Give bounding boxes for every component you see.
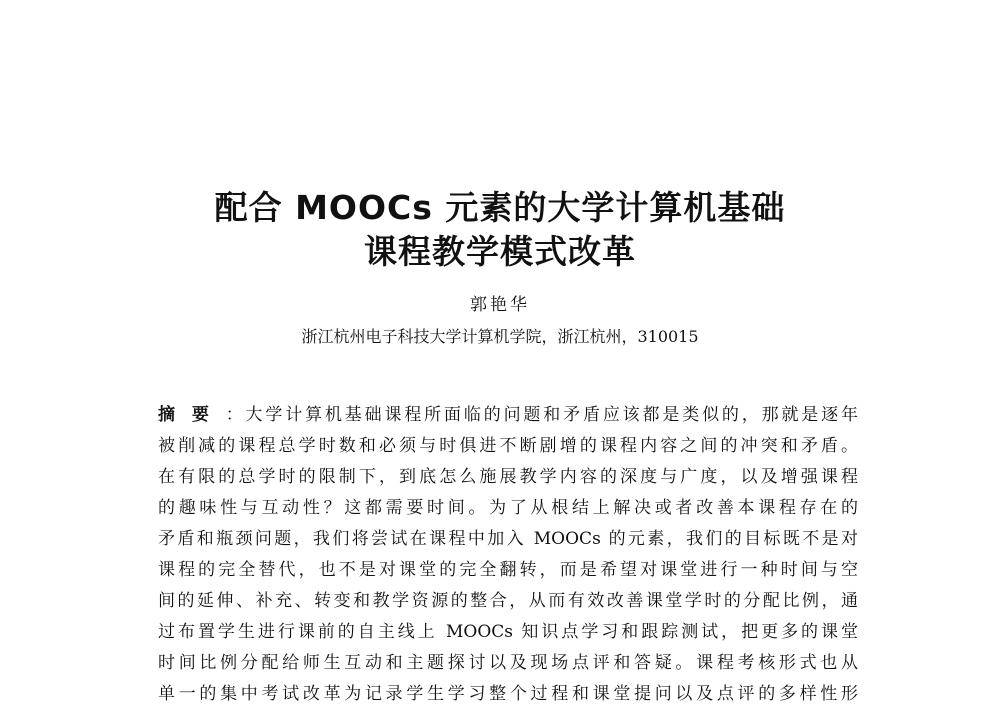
abstract-line: 矛盾和瓶颈问题，我们将尝试在课程中加入 MOOCs 的元素，我们的目标既不是对 xyxy=(158,529,858,549)
author-affiliation: 浙江杭州电子科技大学计算机学院，浙江杭州，310015 xyxy=(301,327,699,346)
abstract-label: 摘要 xyxy=(158,405,226,425)
abstract-line xyxy=(158,400,858,431)
abstract-line: 时间比例分配给师生互动和主题探讨以及现场点评和答疑。课程考核形式也从 xyxy=(158,653,858,673)
abstract xyxy=(158,400,858,710)
paper-title-line-2: 课程教学模式改革 xyxy=(364,232,636,271)
abstract-line: 过布置学生进行课前的自主线上 MOOCs 知识点学习和跟踪测试，把更多的课堂 xyxy=(158,622,858,642)
abstract-text: ：大学计算机基础课程所面临的问题和矛盾应该都是类似的，那就是逐年 xyxy=(225,405,858,425)
abstract-line: 单一的集中考试改革为记录学生学习整个过程和课堂提问以及点评的多样性形 xyxy=(158,684,858,704)
abstract-line: 的趣味性与互动性？这都需要时间。为了从根结上解决或者改善本课程存在的 xyxy=(158,498,858,518)
abstract-line: 间的延伸、补充、转变和教学资源的整合，从而有效改善课堂学时的分配比例，通 xyxy=(158,591,858,611)
abstract-line: 在有限的总学时的限制下，到底怎么施展教学内容的深度与广度，以及增强课程 xyxy=(158,467,858,487)
abstract-line: 课程的完全替代，也不是对课堂的完全翻转，而是希望对课堂进行一种时间与空 xyxy=(158,560,858,580)
abstract-line: 被削减的课程总学时数和必须与时俱进不断剧增的课程内容之间的冲突和矛盾。 xyxy=(158,436,858,456)
author-name: 郭艳华 xyxy=(470,295,530,315)
paper-title-line-1: 配合 MOOCs 元素的大学计算机基础 xyxy=(214,188,786,227)
